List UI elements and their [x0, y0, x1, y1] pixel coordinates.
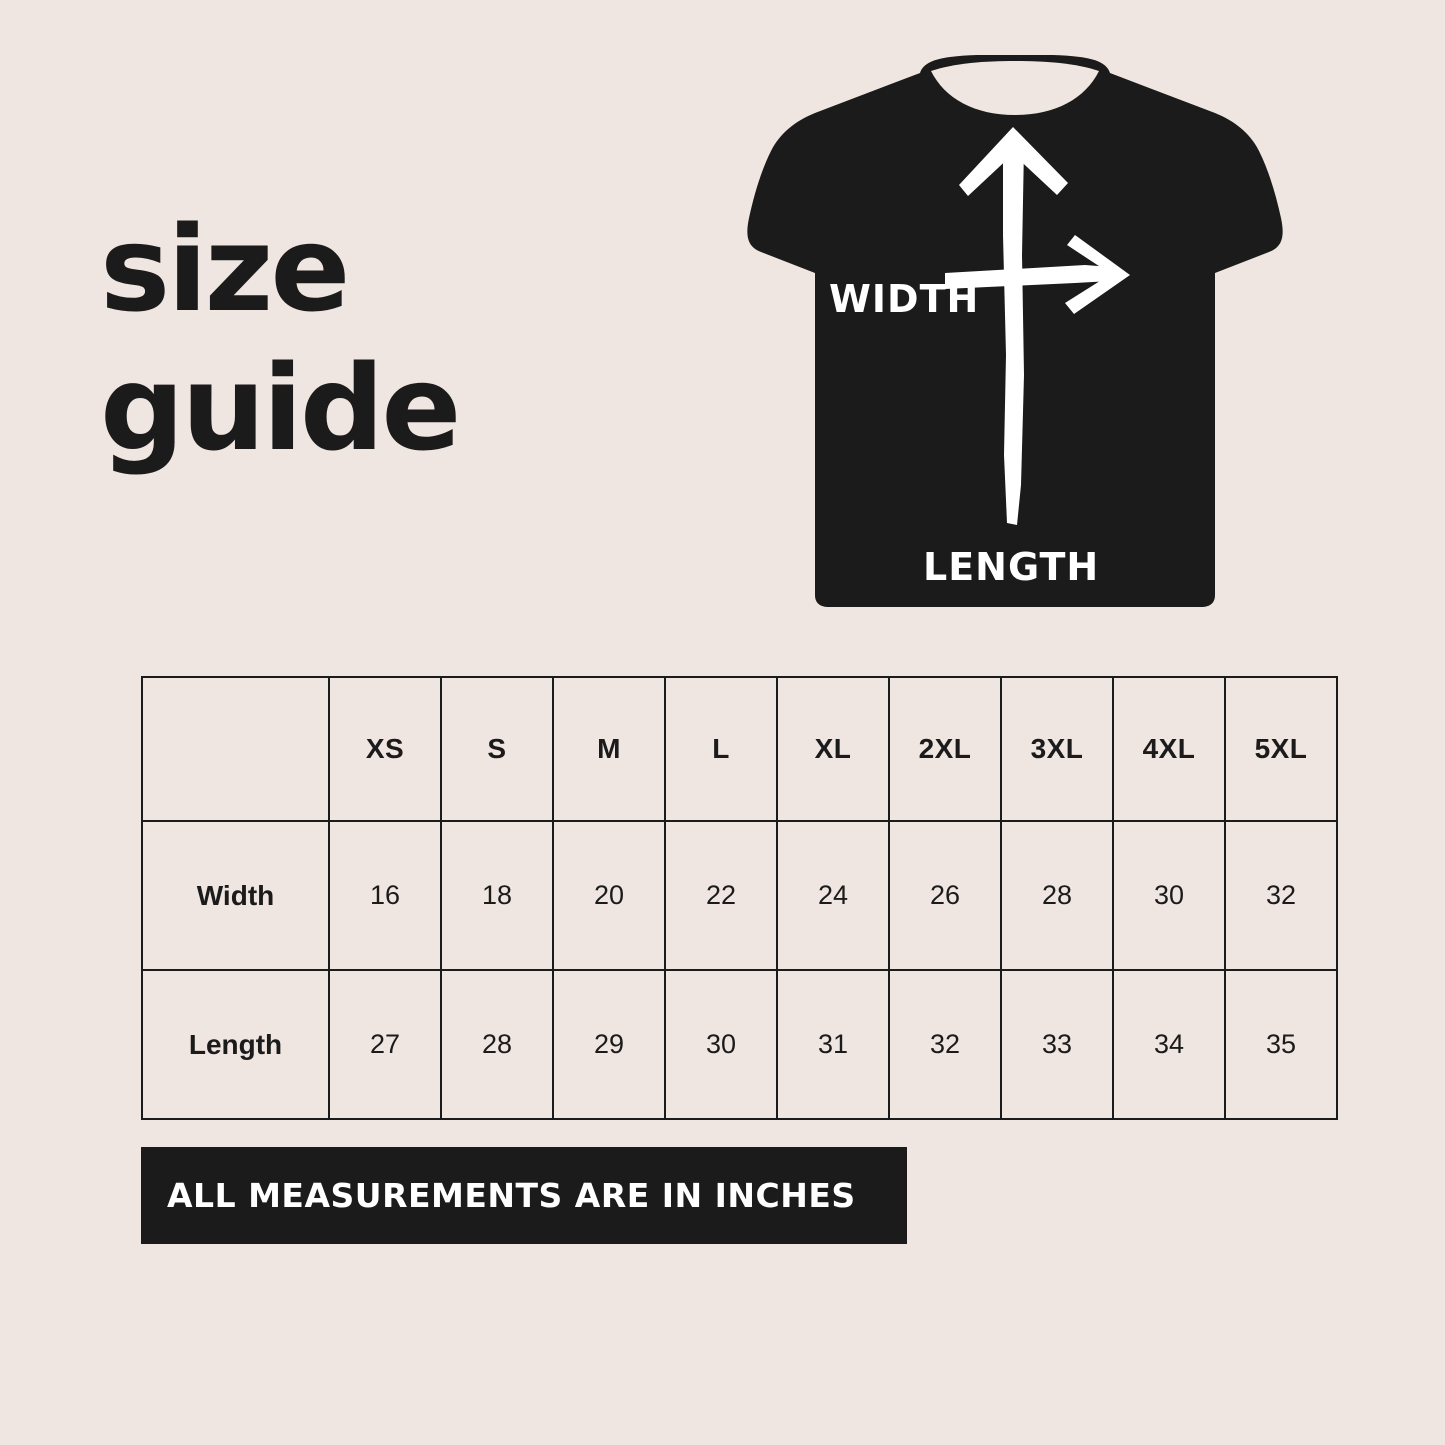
- width-label: WIDTH: [829, 277, 980, 321]
- cell-length-5xl: 35: [1225, 970, 1337, 1119]
- column-header-m: M: [553, 677, 665, 821]
- row-header-length: Length: [142, 970, 329, 1119]
- cell-length-m: 29: [553, 970, 665, 1119]
- cell-length-3xl: 33: [1001, 970, 1113, 1119]
- cell-width-2xl: 26: [889, 821, 1001, 970]
- table-row: [142, 970, 1337, 1119]
- column-header-4xl: 4XL: [1113, 677, 1225, 821]
- measurements-note-bar: [141, 1147, 907, 1244]
- tshirt-illustration: [745, 55, 1285, 615]
- column-header-xl: XL: [777, 677, 889, 821]
- cell-length-s: 28: [441, 970, 553, 1119]
- column-header-3xl: 3XL: [1001, 677, 1113, 821]
- table-header-row: [142, 677, 1337, 821]
- cell-length-xs: 27: [329, 970, 441, 1119]
- size-table-wrapper: [141, 676, 1308, 1120]
- cell-width-3xl: 28: [1001, 821, 1113, 970]
- page-title-line-2: guide: [100, 339, 459, 478]
- cell-length-l: 30: [665, 970, 777, 1119]
- cell-width-m: 20: [553, 821, 665, 970]
- cell-width-xl: 24: [777, 821, 889, 970]
- cell-length-2xl: 32: [889, 970, 1001, 1119]
- length-label: LENGTH: [923, 545, 1100, 589]
- measurements-note-text: ALL MEASUREMENTS ARE IN INCHES: [167, 1176, 856, 1215]
- column-header-l: L: [665, 677, 777, 821]
- table-corner-cell: [142, 677, 329, 821]
- column-header-xs: XS: [329, 677, 441, 821]
- column-header-2xl: 2XL: [889, 677, 1001, 821]
- cell-width-s: 18: [441, 821, 553, 970]
- cell-width-5xl: 32: [1225, 821, 1337, 970]
- column-header-s: S: [441, 677, 553, 821]
- cell-width-l: 22: [665, 821, 777, 970]
- page-title-line-1: size: [100, 200, 348, 338]
- cell-width-4xl: 30: [1113, 821, 1225, 970]
- size-table-body: [142, 821, 1337, 1119]
- size-table-head: [142, 677, 1337, 821]
- cell-length-4xl: 34: [1113, 970, 1225, 1119]
- cell-length-xl: 31: [777, 970, 889, 1119]
- size-table: [141, 676, 1338, 1120]
- column-header-5xl: 5XL: [1225, 677, 1337, 821]
- table-row: [142, 821, 1337, 970]
- page-title: [100, 200, 660, 478]
- row-header-width: Width: [142, 821, 329, 970]
- tshirt-icon: [745, 55, 1285, 615]
- cell-width-xs: 16: [329, 821, 441, 970]
